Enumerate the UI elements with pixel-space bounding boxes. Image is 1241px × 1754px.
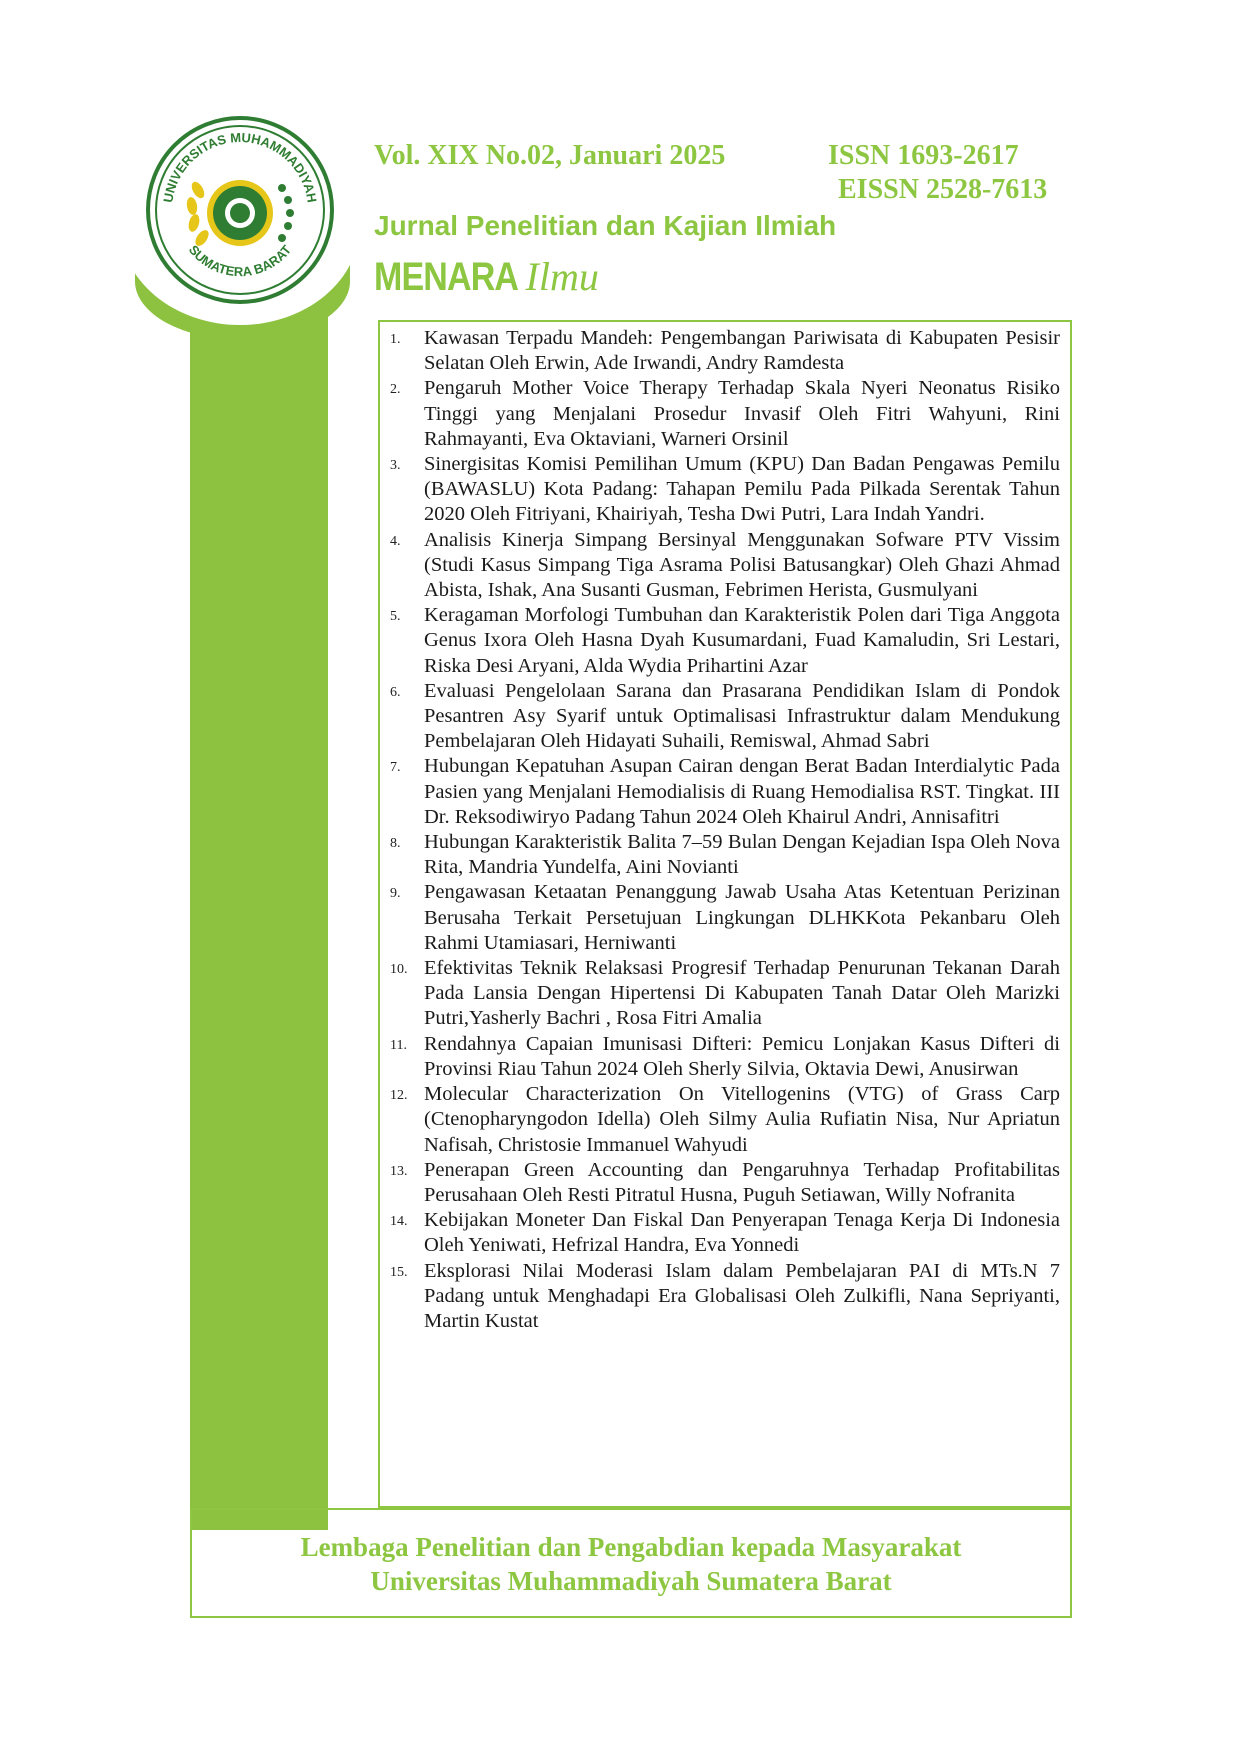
article-title: Pengaruh Mother Voice Therapy Terhadap Skala Nyeri Neonatus Risiko Tinggi yang Menjalani Prosedur Invasif Oleh Fitri Wahyuni, Rini Rahmayanti, Eva Oktaviani, Warneri Orsinil <box>424 377 1060 450</box>
article-title: Penerapan Green Accounting dan Pengaruhnya Terhadap Profitabilitas Perusahaan Oleh Resti Pitratul Husna, Puguh Setiawan, Willy Nofranita <box>424 1158 1060 1206</box>
article-item <box>380 880 1070 956</box>
article-list <box>380 326 1070 1334</box>
article-title: Kebijakan Moneter Dan Fiskal Dan Penyerapan Tenaga Kerja Di Indonesia Oleh Yeniwati, Hefrizal Handra, Eva Yonnedi <box>424 1209 1060 1257</box>
article-item <box>380 1032 1070 1082</box>
article-item <box>380 1158 1070 1208</box>
article-title: Eksplorasi Nilai Moderasi Islam dalam Pembelajaran PAI di MTs.N 7 Padang untuk Menghadapi Era Globalisasi Oleh Zulkifli, Nana Sepriyanti, Martin Kustat <box>424 1259 1060 1332</box>
article-number: 8. <box>390 836 401 852</box>
article-item <box>380 830 1070 880</box>
article-item <box>380 326 1070 376</box>
article-number: 5. <box>390 609 401 625</box>
article-number: 14. <box>390 1214 408 1230</box>
publisher-institute: Lembaga Penelitian dan Pengabdian kepada Masyarakat <box>300 1532 962 1562</box>
volume-info: Vol. XIX No.02, Januari 2025 <box>374 140 726 171</box>
article-item <box>380 452 1070 528</box>
article-item <box>380 754 1070 830</box>
article-number: 12. <box>390 1088 408 1104</box>
logo-top-text: UNIVERSITAS MUHAMMADIYAH <box>160 129 320 204</box>
table-of-contents <box>378 320 1072 1508</box>
green-pillar <box>190 300 328 1530</box>
article-title: Hubungan Kepatuhan Asupan Cairan dengan Berat Badan Interdialytic Pada Pasien yang Menjalani Hemodialisis di Ruang Hemodialisa RST. Tingkat. III Dr. Reksodiwiryo Padang Tahun 2024 Oleh Khairul Andri, Annisafitri <box>424 755 1060 828</box>
article-title: Analisis Kinerja Simpang Bersinyal Menggunakan Sofware PTV Vissim (Studi Kasus Simpang Tiga Asrama Polisi Batusangkar) Oleh Ghazi Ahmad Abista, Ishak, Ana Susanti Gusman, Febrimen Herista, Gusmulyani <box>424 528 1060 602</box>
article-item <box>380 679 1070 755</box>
article-number: 15. <box>390 1264 408 1280</box>
brand-menara: MENARA <box>374 255 519 299</box>
article-number: 11. <box>390 1037 407 1053</box>
journal-title: Jurnal Penelitian dan Kajian Ilmiah <box>374 210 837 241</box>
eissn: EISSN 2528-7613 <box>838 174 1048 205</box>
article-number: 1. <box>390 332 401 347</box>
article-item <box>380 528 1070 604</box>
journal-brand <box>374 253 599 300</box>
article-item <box>380 956 1070 1032</box>
article-item <box>380 376 1070 452</box>
article-title: Kawasan Terpadu Mandeh: Pengembangan Pariwisata di Kabupaten Pesisir Selatan Oleh Erwin, Ade Irwandi, Andry Ramdesta <box>424 327 1060 375</box>
article-number: 2. <box>390 382 401 398</box>
article-item <box>380 1082 1070 1158</box>
article-title: Pengawasan Ketaatan Penanggung Jawab Usaha Atas Ketentuan Perizinan Berusaha Terkait Persetujuan Lingkungan DLHKKota Pekanbaru Oleh Rahmi Utamiasari, Herniwanti <box>424 881 1060 954</box>
article-item <box>380 1259 1070 1335</box>
article-number: 10. <box>390 962 408 978</box>
brand-ilmu: Ilmu <box>525 254 599 299</box>
publisher-university: Universitas Muhammadiyah Sumatera Barat <box>370 1566 892 1596</box>
article-title: Hubungan Karakteristik Balita 7–59 Bulan Dengan Kejadian Ispa Oleh Nova Rita, Mandria Yundelfa, Aini Novianti <box>424 831 1060 879</box>
article-number: 4. <box>390 533 401 549</box>
issn: ISSN 1693-2617 <box>828 140 1019 171</box>
muhammadiyah-sun-icon <box>207 180 273 246</box>
article-item <box>380 1208 1070 1258</box>
article-number: 3. <box>390 458 401 474</box>
article-title: Sinergisitas Komisi Pemilihan Umum (KPU) Dan Badan Pengawas Pemilu (BAWASLU) Kota Padang: Tahapan Pemilu Pada Pilkada Serentak Tahun 2020 Oleh Fitriyani, Khairiyah, Tesha Dwi Putri, Lara Indah Yandri. <box>424 453 1060 526</box>
article-item <box>380 603 1070 679</box>
article-title: Rendahnya Capaian Imunisasi Difteri: Pemicu Lonjakan Kasus Difteri di Provinsi Riau Tahun 2024 Oleh Sherly Silvia, Oktavia Dewi, Anusirwan <box>424 1032 1060 1080</box>
article-number: 7. <box>390 760 401 776</box>
article-number: 6. <box>390 684 401 700</box>
article-title: Molecular Characterization On Vitellogenins (VTG) of Grass Carp (Ctenopharyngodon Idella) Oleh Silmy Aulia Rufiatin Nisa, Nur Apriatun Nafisah, Christosie Immanuel Wahyudi <box>424 1083 1060 1156</box>
article-number: 13. <box>390 1163 408 1179</box>
article-title: Keragaman Morfologi Tumbuhan dan Karakteristik Polen dari Tiga Anggota Genus Ixora Oleh Hasna Dyah Kusumardani, Fuad Kamaludin, Sri Lestari, Riska Desi Aryani, Alda Wydia Prihartini Azar <box>424 604 1060 677</box>
article-title: Efektivitas Teknik Relaksasi Progresif Terhadap Penurunan Tekanan Darah Pada Lansia Dengan Hipertensi Di Kabupaten Tanah Datar Oleh Marizki Putri,Yasherly Bachri , Rosa Fitri Amalia <box>424 957 1060 1030</box>
publisher-footer <box>190 1508 1072 1618</box>
article-title: Evaluasi Pengelolaan Sarana dan Prasarana Pendidikan Islam di Pondok Pesantren Asy Syarif untuk Optimalisasi Infrastruktur dalam Mendukung Pembelajaran Oleh Hidayati Suhaili, Remiswal, Ahmad Sabri <box>424 679 1060 753</box>
article-number: 9. <box>390 886 401 902</box>
university-logo <box>140 110 340 310</box>
logo-bottom-text: SUMATERA BARAT <box>185 242 295 280</box>
